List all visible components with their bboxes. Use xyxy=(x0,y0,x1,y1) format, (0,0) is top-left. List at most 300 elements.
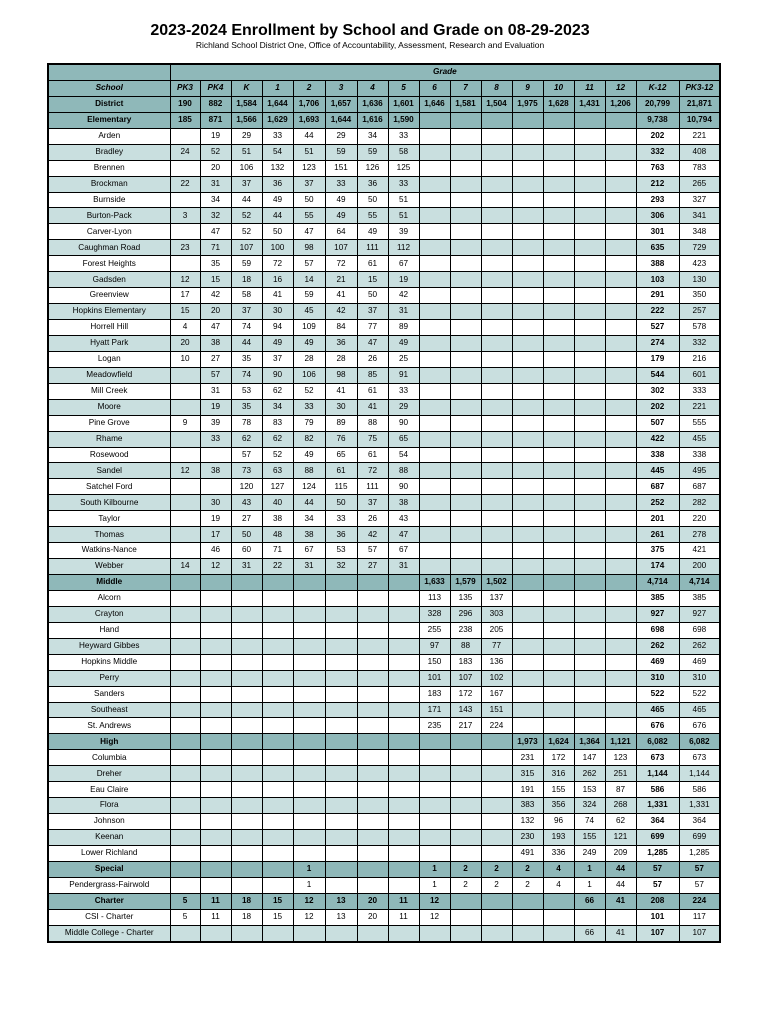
grade-count-cell xyxy=(170,606,200,622)
grade-count-cell xyxy=(200,479,231,495)
grade-count-cell xyxy=(450,351,481,367)
grade-count-cell: 44 xyxy=(231,335,262,351)
grade-count-cell: 316 xyxy=(543,766,574,782)
grade-count-cell: 47 xyxy=(388,527,419,543)
grade-count-cell: 5 xyxy=(170,893,200,909)
grade-count-cell: 65 xyxy=(325,447,357,463)
grade-count-cell xyxy=(231,718,262,734)
grade-count-cell xyxy=(325,830,357,846)
grade-count-cell xyxy=(481,112,512,128)
grade-count-cell xyxy=(170,543,200,559)
grade-count-cell xyxy=(419,304,450,320)
grade-count-cell xyxy=(325,861,357,877)
grade-count-cell xyxy=(262,861,293,877)
k12-total-cell: 201 xyxy=(636,511,679,527)
grade-count-cell xyxy=(605,590,636,606)
school-name-cell: Caughman Road xyxy=(48,240,170,256)
grade-count-cell xyxy=(231,782,262,798)
grade-count-cell xyxy=(357,575,388,591)
grade-count-cell: 85 xyxy=(357,367,388,383)
grade-count-cell xyxy=(325,654,357,670)
grade-count-cell xyxy=(481,256,512,272)
pk3-12-total-cell: 57 xyxy=(679,877,720,893)
column-header: 11 xyxy=(574,80,605,96)
grade-count-cell: 42 xyxy=(325,304,357,320)
grade-count-cell xyxy=(200,702,231,718)
grade-count-cell xyxy=(512,511,543,527)
grade-count-cell: 132 xyxy=(262,160,293,176)
grade-count-cell xyxy=(170,766,200,782)
k12-total-cell: 699 xyxy=(636,830,679,846)
grade-count-cell xyxy=(325,575,357,591)
pk3-12-total-cell: 338 xyxy=(679,447,720,463)
grade-count-cell: 32 xyxy=(325,559,357,575)
school-name-cell: Bradley xyxy=(48,144,170,160)
grade-header-blank xyxy=(48,64,170,80)
grade-count-cell xyxy=(293,766,325,782)
pk3-12-total-cell: 364 xyxy=(679,814,720,830)
grade-count-cell: 57 xyxy=(200,367,231,383)
grade-count-cell: 249 xyxy=(574,845,605,861)
grade-count-cell xyxy=(605,240,636,256)
school-name-cell: St. Andrews xyxy=(48,718,170,734)
grade-count-cell: 31 xyxy=(293,559,325,575)
grade-count-cell: 2 xyxy=(450,861,481,877)
k12-total-cell: 676 xyxy=(636,718,679,734)
grade-count-cell: 124 xyxy=(293,479,325,495)
grade-count-cell: 126 xyxy=(357,160,388,176)
grade-count-cell xyxy=(605,160,636,176)
grade-count-cell xyxy=(543,543,574,559)
grade-count-cell xyxy=(512,112,543,128)
grade-count-cell: 296 xyxy=(450,606,481,622)
grade-count-cell xyxy=(419,272,450,288)
grade-count-cell xyxy=(605,447,636,463)
grade-count-cell xyxy=(170,447,200,463)
k12-total-cell: 103 xyxy=(636,272,679,288)
grade-count-cell xyxy=(450,415,481,431)
grade-count-cell: 82 xyxy=(293,431,325,447)
grade-count-cell xyxy=(543,383,574,399)
grade-count-cell: 2 xyxy=(481,877,512,893)
grade-count-cell: 30 xyxy=(200,495,231,511)
school-name-cell: CSI - Charter xyxy=(48,909,170,925)
grade-count-cell: 1 xyxy=(419,861,450,877)
grade-count-cell xyxy=(450,543,481,559)
school-row xyxy=(48,304,720,320)
grade-count-cell xyxy=(481,527,512,543)
grade-count-cell xyxy=(388,702,419,718)
grade-count-cell: 90 xyxy=(388,415,419,431)
pk3-12-total-cell: 221 xyxy=(679,128,720,144)
grade-count-cell xyxy=(262,782,293,798)
grade-count-cell xyxy=(512,351,543,367)
grade-count-cell: 33 xyxy=(200,431,231,447)
group-row xyxy=(48,112,720,128)
grade-count-cell xyxy=(605,224,636,240)
grade-count-cell xyxy=(605,320,636,336)
grade-count-cell xyxy=(357,861,388,877)
grade-count-cell xyxy=(388,766,419,782)
grade-count-cell: 171 xyxy=(419,702,450,718)
grade-count-cell: 83 xyxy=(262,415,293,431)
grade-count-cell xyxy=(325,845,357,861)
grade-count-cell: 50 xyxy=(357,288,388,304)
grade-count-cell: 41 xyxy=(325,383,357,399)
grade-count-cell: 18 xyxy=(231,909,262,925)
grade-count-cell: 1 xyxy=(293,861,325,877)
grade-count-cell xyxy=(481,208,512,224)
grade-count-cell xyxy=(262,750,293,766)
grade-count-cell: 72 xyxy=(325,256,357,272)
k12-total-cell: 1,331 xyxy=(636,798,679,814)
grade-count-cell: 59 xyxy=(325,144,357,160)
grade-count-cell xyxy=(543,288,574,304)
grade-count-cell xyxy=(293,670,325,686)
grade-count-cell: 18 xyxy=(231,893,262,909)
grade-count-cell xyxy=(574,224,605,240)
grade-count-cell xyxy=(450,399,481,415)
grade-count-cell: 49 xyxy=(293,447,325,463)
k12-total-cell: 208 xyxy=(636,893,679,909)
grade-count-cell xyxy=(419,144,450,160)
grade-count-cell: 74 xyxy=(574,814,605,830)
pk3-12-total-cell: 117 xyxy=(679,909,720,925)
grade-count-cell: 37 xyxy=(293,176,325,192)
grade-count-cell: 98 xyxy=(325,367,357,383)
school-name-cell: Mill Creek xyxy=(48,383,170,399)
pk3-12-total-cell: 495 xyxy=(679,463,720,479)
grade-count-cell xyxy=(231,590,262,606)
grade-count-cell: 1,579 xyxy=(450,575,481,591)
grade-count-cell: 51 xyxy=(231,144,262,160)
grade-count-cell: 193 xyxy=(543,830,574,846)
grade-count-cell: 41 xyxy=(262,288,293,304)
school-name-cell: Hopkins Middle xyxy=(48,654,170,670)
grade-count-cell xyxy=(200,814,231,830)
grade-count-cell xyxy=(543,718,574,734)
grade-count-cell: 231 xyxy=(512,750,543,766)
grade-count-cell xyxy=(481,383,512,399)
grade-count-cell xyxy=(481,766,512,782)
grade-count-cell: 1 xyxy=(574,861,605,877)
grade-count-cell: 57 xyxy=(357,543,388,559)
grade-count-cell xyxy=(481,176,512,192)
grade-count-cell xyxy=(293,638,325,654)
grade-count-cell xyxy=(481,128,512,144)
grade-count-cell xyxy=(450,845,481,861)
grade-count-cell xyxy=(574,304,605,320)
grade-count-cell xyxy=(543,590,574,606)
grade-count-cell xyxy=(419,367,450,383)
grade-count-cell: 871 xyxy=(200,112,231,128)
school-name-cell: Crayton xyxy=(48,606,170,622)
grade-count-cell: 88 xyxy=(357,415,388,431)
grade-count-cell xyxy=(262,654,293,670)
grade-count-cell xyxy=(419,511,450,527)
grade-count-cell xyxy=(170,845,200,861)
grade-count-cell xyxy=(231,925,262,941)
grade-count-cell xyxy=(170,431,200,447)
grade-count-cell: 21 xyxy=(325,272,357,288)
column-header: 10 xyxy=(543,80,574,96)
k12-total-cell: 687 xyxy=(636,479,679,495)
grade-count-cell xyxy=(450,383,481,399)
grade-count-cell: 12 xyxy=(419,893,450,909)
grade-count-cell: 28 xyxy=(325,351,357,367)
grade-count-cell xyxy=(574,686,605,702)
column-header: K xyxy=(231,80,262,96)
grade-count-cell: 24 xyxy=(170,144,200,160)
school-row xyxy=(48,909,720,925)
grade-count-cell xyxy=(419,192,450,208)
grade-count-cell xyxy=(574,192,605,208)
grade-count-cell: 76 xyxy=(325,431,357,447)
grade-count-cell xyxy=(605,192,636,208)
k12-total-cell: 698 xyxy=(636,622,679,638)
grade-count-cell xyxy=(200,575,231,591)
grade-count-cell: 49 xyxy=(325,192,357,208)
grade-count-cell: 51 xyxy=(388,208,419,224)
grade-count-cell xyxy=(481,495,512,511)
column-header: 2 xyxy=(293,80,325,96)
grade-count-cell: 37 xyxy=(262,351,293,367)
pk3-12-total-cell: 257 xyxy=(679,304,720,320)
k12-total-cell: 301 xyxy=(636,224,679,240)
grade-count-cell xyxy=(450,112,481,128)
grade-count-cell: 38 xyxy=(388,495,419,511)
grade-count-cell xyxy=(574,670,605,686)
grade-count-cell xyxy=(419,128,450,144)
school-name-cell: Thomas xyxy=(48,527,170,543)
school-row xyxy=(48,415,720,431)
school-row xyxy=(48,718,720,734)
pk3-12-total-cell: 130 xyxy=(679,272,720,288)
grade-count-cell: 190 xyxy=(170,96,200,112)
grade-count-cell: 29 xyxy=(325,128,357,144)
grade-count-cell xyxy=(419,479,450,495)
grade-count-cell: 59 xyxy=(357,144,388,160)
column-header: 12 xyxy=(605,80,636,96)
grade-count-cell: 62 xyxy=(262,383,293,399)
grade-count-cell xyxy=(574,208,605,224)
grade-count-cell: 13 xyxy=(325,893,357,909)
grade-count-cell xyxy=(512,590,543,606)
grade-count-cell: 96 xyxy=(543,814,574,830)
grade-count-cell: 19 xyxy=(200,511,231,527)
grade-count-cell: 71 xyxy=(262,543,293,559)
column-header: 7 xyxy=(450,80,481,96)
grade-count-cell: 1,644 xyxy=(262,96,293,112)
grade-count-cell: 15 xyxy=(262,893,293,909)
grade-count-cell xyxy=(357,622,388,638)
pk3-12-total-cell: 57 xyxy=(679,861,720,877)
grade-count-cell xyxy=(231,814,262,830)
k12-total-cell: 57 xyxy=(636,877,679,893)
grade-count-cell xyxy=(574,527,605,543)
grade-count-cell: 167 xyxy=(481,686,512,702)
k12-total-cell: 261 xyxy=(636,527,679,543)
grade-count-cell: 185 xyxy=(170,112,200,128)
grade-count-cell: 1,633 xyxy=(419,575,450,591)
k12-total-cell: 6,082 xyxy=(636,734,679,750)
grade-count-cell xyxy=(170,128,200,144)
pk3-12-total-cell: 350 xyxy=(679,288,720,304)
grade-count-cell xyxy=(450,160,481,176)
grade-count-cell: 57 xyxy=(231,447,262,463)
document-title: 2023-2024 Enrollment by School and Grade on 08-29-2023 xyxy=(150,22,590,39)
grade-count-cell xyxy=(170,782,200,798)
grade-count-cell xyxy=(293,798,325,814)
grade-count-cell xyxy=(512,208,543,224)
grade-count-cell xyxy=(512,272,543,288)
grade-count-cell xyxy=(357,590,388,606)
grade-count-cell: 47 xyxy=(293,224,325,240)
grade-count-cell: 1,636 xyxy=(357,96,388,112)
grade-count-cell: 55 xyxy=(293,208,325,224)
grade-count-cell: 59 xyxy=(231,256,262,272)
grade-count-cell xyxy=(574,495,605,511)
pk3-12-total-cell: 327 xyxy=(679,192,720,208)
pk3-12-total-cell: 216 xyxy=(679,351,720,367)
grade-count-cell: 151 xyxy=(481,702,512,718)
column-header: 8 xyxy=(481,80,512,96)
grade-count-cell xyxy=(605,463,636,479)
pk3-12-total-cell: 224 xyxy=(679,893,720,909)
grade-count-cell: 15 xyxy=(262,909,293,925)
grade-count-cell xyxy=(419,559,450,575)
grade-count-cell xyxy=(170,861,200,877)
k12-total-cell: 927 xyxy=(636,606,679,622)
grade-count-cell xyxy=(543,272,574,288)
k12-total-cell: 252 xyxy=(636,495,679,511)
group-row xyxy=(48,734,720,750)
school-name-cell: Hopkins Elementary xyxy=(48,304,170,320)
grade-count-cell: 5 xyxy=(170,909,200,925)
grade-count-cell: 155 xyxy=(574,830,605,846)
grade-count-cell xyxy=(388,606,419,622)
grade-count-cell: 52 xyxy=(231,224,262,240)
grade-count-cell xyxy=(512,431,543,447)
grade-count-cell xyxy=(543,511,574,527)
grade-count-cell: 37 xyxy=(357,304,388,320)
grade-count-cell: 75 xyxy=(357,431,388,447)
grade-count-cell: 20 xyxy=(170,335,200,351)
grade-count-cell xyxy=(200,718,231,734)
grade-count-cell xyxy=(200,750,231,766)
grade-count-cell: 12 xyxy=(170,272,200,288)
grade-count-cell xyxy=(388,718,419,734)
column-header: 6 xyxy=(419,80,450,96)
pk3-12-total-cell: 1,331 xyxy=(679,798,720,814)
grade-count-cell xyxy=(512,256,543,272)
grade-count-cell: 40 xyxy=(262,495,293,511)
grade-count-cell: 47 xyxy=(200,224,231,240)
grade-count-cell: 155 xyxy=(543,782,574,798)
grade-count-cell: 36 xyxy=(357,176,388,192)
school-name-cell: Hyatt Park xyxy=(48,335,170,351)
school-row xyxy=(48,288,720,304)
grade-count-cell xyxy=(419,527,450,543)
grade-count-cell: 35 xyxy=(200,256,231,272)
school-row xyxy=(48,877,720,893)
k12-total-cell: 306 xyxy=(636,208,679,224)
grade-count-cell xyxy=(170,256,200,272)
k12-total-cell: 338 xyxy=(636,447,679,463)
grade-count-cell xyxy=(357,670,388,686)
grade-count-cell: 49 xyxy=(357,224,388,240)
k12-total-cell: 1,144 xyxy=(636,766,679,782)
grade-count-cell: 1,624 xyxy=(543,734,574,750)
grade-count-cell xyxy=(574,575,605,591)
school-row xyxy=(48,638,720,654)
grade-count-cell xyxy=(231,830,262,846)
grade-count-cell xyxy=(512,447,543,463)
pk3-12-total-cell: 729 xyxy=(679,240,720,256)
grade-count-cell: 11 xyxy=(200,909,231,925)
grade-count-cell: 102 xyxy=(481,670,512,686)
k12-total-cell: 422 xyxy=(636,431,679,447)
pk3-12-total-cell: 341 xyxy=(679,208,720,224)
grade-count-cell xyxy=(388,798,419,814)
school-name-cell: Charter xyxy=(48,893,170,909)
grade-count-cell: 53 xyxy=(231,383,262,399)
grade-count-cell: 132 xyxy=(512,814,543,830)
grade-count-cell: 107 xyxy=(450,670,481,686)
grade-count-cell: 48 xyxy=(262,527,293,543)
grade-count-cell: 4 xyxy=(543,877,574,893)
grade-count-cell xyxy=(512,399,543,415)
grade-count-cell xyxy=(543,128,574,144)
school-name-cell: Brennen xyxy=(48,160,170,176)
grade-count-cell xyxy=(543,144,574,160)
grade-count-cell: 1,566 xyxy=(231,112,262,128)
k12-total-cell: 507 xyxy=(636,415,679,431)
grade-count-cell: 115 xyxy=(325,479,357,495)
grade-count-cell: 67 xyxy=(388,543,419,559)
grade-count-cell xyxy=(605,606,636,622)
school-name-cell: Gadsden xyxy=(48,272,170,288)
grade-count-cell: 89 xyxy=(325,415,357,431)
grade-count-cell: 127 xyxy=(262,479,293,495)
k12-total-cell: 302 xyxy=(636,383,679,399)
pk3-12-total-cell: 6,082 xyxy=(679,734,720,750)
k12-total-cell: 635 xyxy=(636,240,679,256)
grade-count-cell xyxy=(543,575,574,591)
school-name-cell: Southeast xyxy=(48,702,170,718)
school-row xyxy=(48,830,720,846)
grade-count-cell xyxy=(419,208,450,224)
school-name-cell: Middle College - Charter xyxy=(48,925,170,941)
grade-count-cell: 2 xyxy=(481,861,512,877)
grade-count-cell xyxy=(543,638,574,654)
school-row xyxy=(48,320,720,336)
grade-count-cell xyxy=(512,415,543,431)
grade-count-cell: 47 xyxy=(200,320,231,336)
pk3-12-total-cell: 927 xyxy=(679,606,720,622)
grade-count-cell xyxy=(543,351,574,367)
grade-count-cell xyxy=(357,734,388,750)
grade-count-cell xyxy=(170,654,200,670)
grade-count-cell xyxy=(388,622,419,638)
grade-count-cell xyxy=(450,511,481,527)
school-row xyxy=(48,479,720,495)
grade-count-cell xyxy=(605,718,636,734)
grade-count-cell xyxy=(543,925,574,941)
grade-count-cell xyxy=(450,192,481,208)
pk3-12-total-cell: 333 xyxy=(679,383,720,399)
grade-count-cell xyxy=(481,734,512,750)
